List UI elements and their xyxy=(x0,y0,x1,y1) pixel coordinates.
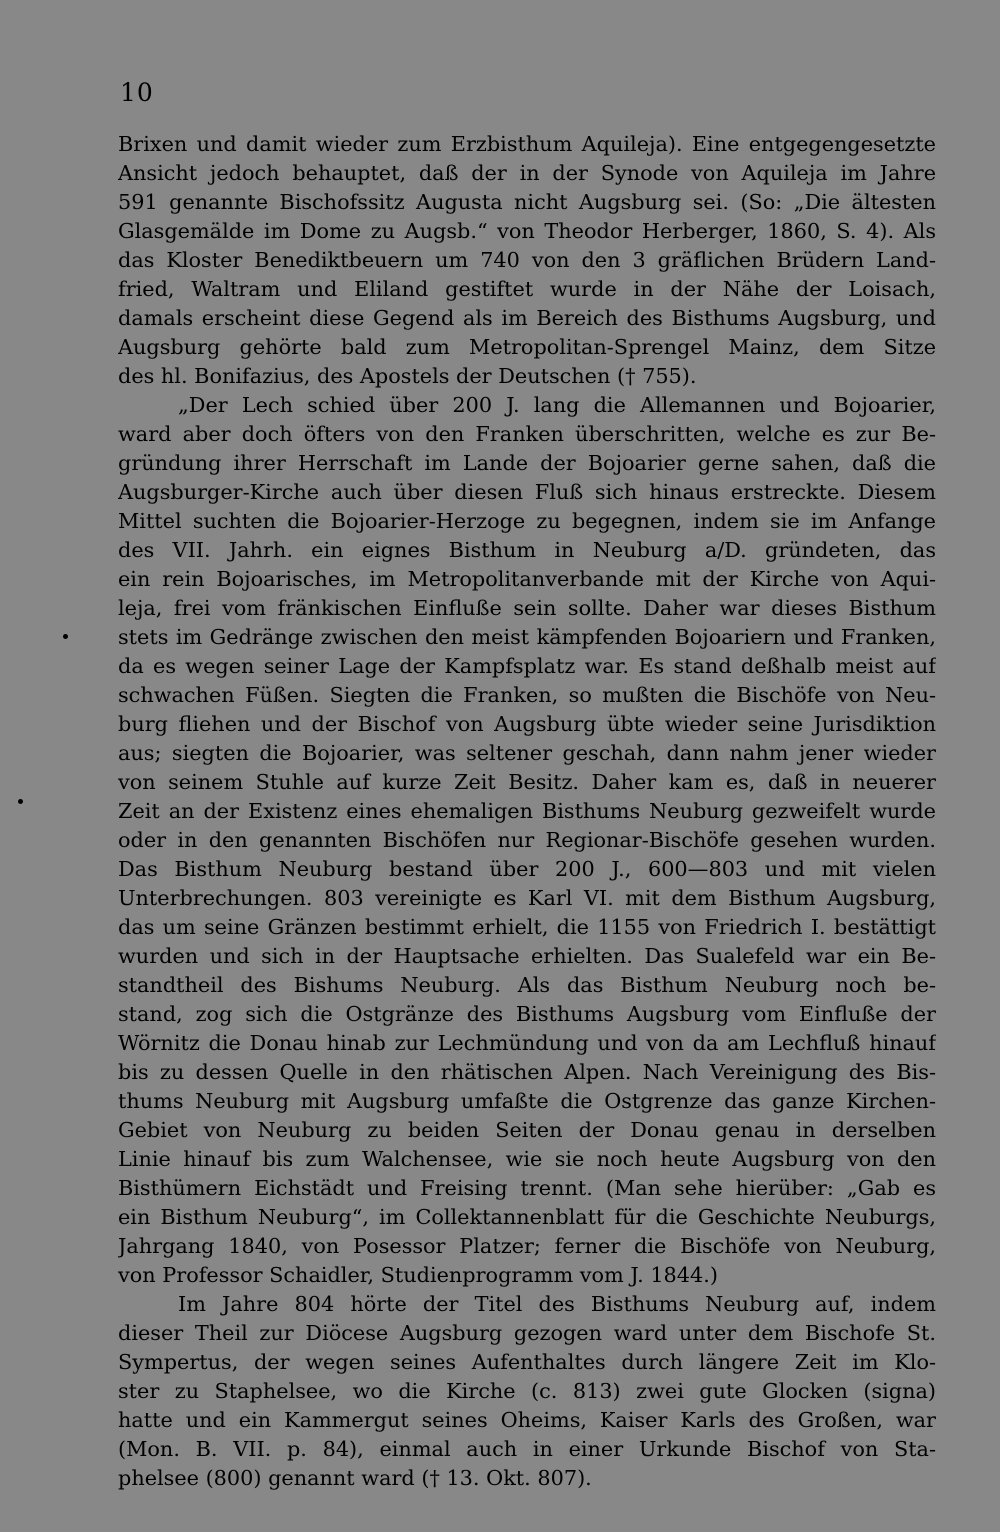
text-line: aus; siegten die Bojoarier, was seltener geschah, dann nahm jener wieder xyxy=(118,741,936,765)
text-line: Jahrgang 1840, von Posessor Platzer; ferner die Bischöfe von Neuburg, xyxy=(118,1234,936,1258)
text-line: wurden und sich in der Hauptsache erhielten. Das Sualefeld war ein Be- xyxy=(118,944,936,968)
text-line: Bisthümern Eichstädt und Freising trennt. (Man sehe hierüber: „Gab es xyxy=(118,1176,936,1200)
text-line: Im Jahre 804 hörte der Titel des Bisthums Neuburg auf, indem xyxy=(178,1292,936,1316)
text-line: damals erscheint diese Gegend als im Bereich des Bisthums Augsburg, und xyxy=(118,306,936,330)
text-line: schwachen Füßen. Siegten die Franken, so mußten die Bischöfe von Neu- xyxy=(118,683,936,707)
text-line: gründung ihrer Herrschaft im Lande der Bojoarier gerne sahen, daß die xyxy=(118,451,936,475)
text-line: Das Bisthum Neuburg bestand über 200 J., 600—803 und mit vielen xyxy=(118,857,936,881)
text-line: Augsburg gehörte bald zum Metropolitan-Sprengel Mainz, dem Sitze xyxy=(118,335,936,359)
text-line: phelsee (800) genannt ward († 13. Okt. 807). xyxy=(118,1466,592,1490)
text-line: Sympertus, der wegen seines Aufenthaltes durch längere Zeit im Klo- xyxy=(118,1350,936,1374)
text-line: oder in den genannten Bischöfen nur Regionar-Bischöfe gesehen wurden. xyxy=(118,828,936,852)
text-line: ward aber doch öfters von den Franken überschritten, welche es zur Be- xyxy=(118,422,936,446)
text-line: ster zu Staphelsee, wo die Kirche (c. 813) zwei gute Glocken (signa) xyxy=(118,1379,936,1403)
text-line: fried, Waltram und Eliland gestiftet wurde in der Nähe der Loisach, xyxy=(118,277,936,301)
text-line: Zeit an der Existenz eines ehemaligen Bisthums Neuburg gezweifelt wurde xyxy=(118,799,936,823)
text-line: leja, frei vom fränkischen Einfluße sein sollte. Daher war dieses Bisthum xyxy=(118,596,936,620)
margin-speck xyxy=(63,634,68,639)
text-line: von Professor Schaidler, Studienprogramm vom J. 1844.) xyxy=(118,1263,718,1287)
text-line: da es wegen seiner Lage der Kampfsplatz war. Es stand deßhalb meist auf xyxy=(118,654,936,678)
body-text xyxy=(118,130,936,1493)
text-line: Glasgemälde im Dome zu Augsb.“ von Theodor Herberger, 1860, S. 4). Als xyxy=(118,219,936,243)
text-line: Augsburger-Kirche auch über diesen Fluß sich hinaus erstreckte. Diesem xyxy=(118,480,936,504)
text-line: dieser Theil zur Diöcese Augsburg gezogen ward unter dem Bischofe St. xyxy=(118,1321,936,1345)
text-line: stand, zog sich die Ostgränze des Bisthums Augsburg vom Einfluße der xyxy=(118,1002,936,1026)
text-line: „Der Lech schied über 200 J. lang die Allemannen und Bojoarier, xyxy=(178,393,936,417)
text-line: von seinem Stuhle auf kurze Zeit Besitz. Daher kam es, daß in neuerer xyxy=(118,770,936,794)
text-line: das Kloster Benediktbeuern um 740 von den 3 gräflichen Brüdern Land- xyxy=(118,248,936,272)
text-line: das um seine Gränzen bestimmt erhielt, die 1155 von Friedrich I. bestättigt xyxy=(118,915,936,939)
text-line: Ansicht jedoch behauptet, daß der in der Synode von Aquileja im Jahre xyxy=(118,161,936,185)
text-line: Brixen und damit wieder zum Erzbisthum Aquileja). Eine entgegengesetzte xyxy=(118,132,936,156)
text-line: Unterbrechungen. 803 vereinigte es Karl VI. mit dem Bisthum Augsburg, xyxy=(118,886,936,910)
text-line: Linie hinauf bis zum Walchensee, wie sie noch heute Augsburg von den xyxy=(118,1147,936,1171)
page-number: 10 xyxy=(120,78,154,107)
text-line: ein Bisthum Neuburg“, im Collektannenblatt für die Geschichte Neuburgs, xyxy=(118,1205,936,1229)
text-line: 591 genannte Bischofssitz Augusta nicht Augsburg sei. (So: „Die ältesten xyxy=(118,190,936,214)
text-line: bis zu dessen Quelle in den rhätischen Alpen. Nach Vereinigung des Bis- xyxy=(118,1060,936,1084)
text-line: standtheil des Bishums Neuburg. Als das Bisthum Neuburg noch be- xyxy=(118,973,936,997)
text-line: Gebiet von Neuburg zu beiden Seiten der Donau genau in derselben xyxy=(118,1118,936,1142)
text-line: des hl. Bonifazius, des Apostels der Deutschen († 755). xyxy=(118,364,697,388)
text-line: (Mon. B. VII. p. 84), einmal auch in einer Urkunde Bischof von Sta- xyxy=(118,1437,936,1461)
text-line: stets im Gedränge zwischen den meist kämpfenden Bojoariern und Franken, xyxy=(118,625,936,649)
text-line: des VII. Jahrh. ein eignes Bisthum in Neuburg a/D. gründeten, das xyxy=(118,538,936,562)
text-line: ein rein Bojoarisches, im Metropolitanverbande mit der Kirche von Aqui- xyxy=(118,567,936,591)
text-line: hatte und ein Kammergut seines Oheims, Kaiser Karls des Großen, war xyxy=(118,1408,936,1432)
text-line: Wörnitz die Donau hinab zur Lechmündung und von da am Lechfluß hinauf xyxy=(118,1031,936,1055)
margin-speck xyxy=(18,799,23,804)
text-line: Mittel suchten die Bojoarier-Herzoge zu begegnen, indem sie im Anfange xyxy=(118,509,936,533)
text-line: thums Neuburg mit Augsburg umfaßte die Ostgrenze das ganze Kirchen- xyxy=(118,1089,936,1113)
text-line: burg fliehen und der Bischof von Augsburg übte wieder seine Jurisdiktion xyxy=(118,712,936,736)
